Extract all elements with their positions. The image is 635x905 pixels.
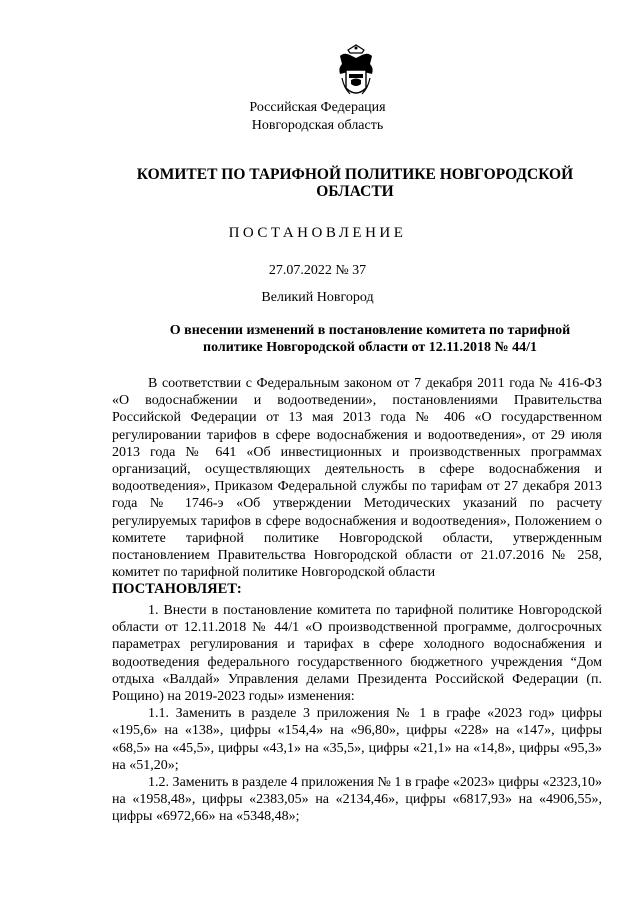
preamble-paragraph: В соответствии с Федеральным законом от 7 декабря 2011 года № 416-ФЗ «О водоснабжении и водоотведении», постановлениями Правительства Российской Федерации от 13 мая 2013 года № 406 «О государственном регулировании тарифов в сфере водоснабжения и водоотведения», от 29 июля 2013 года № 641 «Об инвестиционных и производственных программах организаций, осуществляющих деятельность в сфере водоснабжения и водоотведения», Приказом Федеральной службы по тарифам от 27 декабря 2013 года № 1746-э «Об утверждении Методических указаний по расчету регулируемых тарифов в сфере водоснабжения и водоотведения», Положением о комитете тарифной политике Новгородской области, утвержденным постановлением Правительства Новгородской области от 21.07.2016 № 258, комитет по тарифной политике Новгородской области: [112, 376, 602, 581]
organization-title-line1: КОМИТЕТ ПО ТАРИФНОЙ ПОЛИТИКЕ НОВГОРОДСКОЙ: [136, 166, 574, 183]
document-type: ПОСТАНОВЛЕНИЕ: [228, 225, 407, 241]
items-section: [112, 602, 602, 826]
subject-line2: политике Новгородской области от 12.11.2018 № 44/1: [203, 340, 537, 355]
region-line: Новгородская область: [251, 118, 384, 133]
coat-of-arms-emblem: [334, 44, 378, 100]
item-1-paragraph: 1. Внести в постановление комитета по тарифной политике Новгородской области от 12.11.2018 № 44/1 «О производственной программе, долгосрочных параметрах регулирования и тарифах в сфере холодного водоснабжения и водоотведения федерального государственного бюджетного учреждения “Дом отдыха «Валдай» Управления делами Президента Российской Федерации (п. Рощино) на 2019-2023 годы» изменения:: [112, 603, 602, 705]
item-1-1-paragraph: 1.1. Заменить в разделе 3 приложения № 1 в графе «2023 год» цифры «195,6» на «138», цифры «154,4» на «96,80», цифры «228» на «147», цифры «68,5» на «45,5», цифры «43,1» на «35,5», цифры «21,1» на «14,8», цифры «95,3» на «51,20»;: [112, 706, 602, 773]
resolve-heading: ПОСТАНОВЛЯЕТ:: [112, 581, 242, 597]
organization-title-line2: ОБЛАСТИ: [316, 183, 394, 200]
preamble-section: [112, 375, 602, 581]
date-number: 27.07.2022 № 37: [268, 263, 367, 278]
city: Великий Новгород: [261, 290, 374, 305]
item-1-2-paragraph: 1.2. Заменить в разделе 4 приложения № 1 в графе «2023» цифры «2323,10» на «1958,48», цифры «2383,05» на «2134,46», цифры «6817,93» на «4906,55», цифры «6972,66» на «5348,48»;: [112, 775, 602, 825]
subject-line1: О внесении изменений в постановление комитета по тарифной: [169, 323, 571, 338]
country-line: Российская Федерация: [249, 100, 386, 115]
